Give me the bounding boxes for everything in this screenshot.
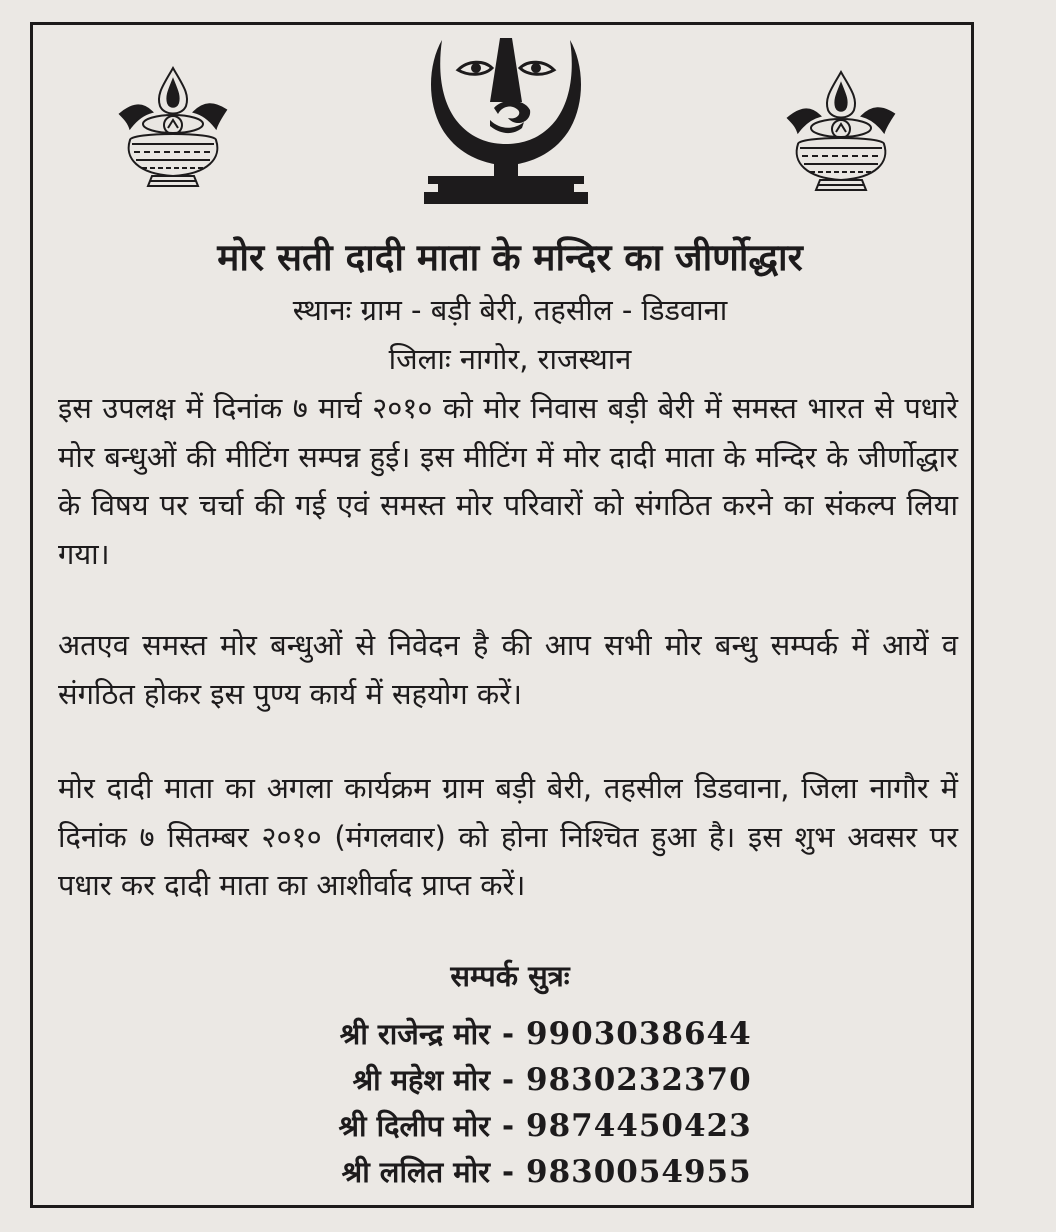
contact-separator: - — [501, 1017, 515, 1051]
contact-separator: - — [501, 1063, 515, 1097]
kalash-icon — [780, 66, 902, 200]
contact-name: श्री दिलीप मोर — [338, 1109, 490, 1143]
contact-heading: सम्पर्क सुत्रः — [450, 959, 570, 993]
contact-phone: 9830054955 — [526, 1154, 752, 1190]
next-event-paragraph: मोर दादी माता का अगला कार्यक्रम ग्राम बड़ी बेरी, तहसील डिडवाना, जिला नागौर में दिनांक ७ सितम्बर २०१० (मंगलवार) को होना निश्चित हुआ है। इस शुभ अवसर पर पधार कर दादी माता का आशीर्वाद प्राप्त करें। — [58, 771, 958, 902]
goddess-face-emblem-icon — [424, 34, 588, 206]
contact-row — [250, 1152, 790, 1198]
contact-name: श्री ललित मोर — [341, 1155, 490, 1189]
contact-phone: 9830232370 — [526, 1062, 752, 1098]
contact-row — [250, 1060, 790, 1106]
notice-title: मोर सती दादी माता के मन्दिर का जीर्णोद्धार — [217, 236, 803, 279]
place-line-village: स्थानः ग्राम - बड़ी बेरी, तहसील - डिडवाना — [292, 293, 728, 327]
contact-row — [250, 1106, 790, 1152]
appeal-paragraph: अतएव समस्त मोर बन्धुओं से निवेदन है की आप सभी मोर बन्धु सम्पर्क में आयें व संगठित होकर इस पुण्य कार्य में सहयोग करें। — [58, 628, 958, 711]
meeting-paragraph: इस उपलक्ष में दिनांक ७ मार्च २०१० को मोर निवास बड़ी बेरी में समस्त भारत से पधारे मोर बन्धुओं की मीटिंग सम्पन्न हुई। इस मीटिंग में मोर दादी माता के मन्दिर के जीर्णोद्धार के विषय पर चर्चा की गई एवं समस्त मोर परिवारों को संगठित करने का संकल्प लिया गया। — [58, 391, 958, 571]
contact-phone: 9874450423 — [526, 1108, 752, 1144]
contact-name: श्री राजेन्द्र मोर — [339, 1017, 490, 1051]
contact-name: श्री महेश मोर — [352, 1063, 490, 1097]
contact-phone: 9903038644 — [526, 1016, 752, 1052]
contact-separator: - — [501, 1155, 515, 1189]
kalash-icon — [112, 62, 234, 196]
contact-separator: - — [501, 1109, 515, 1143]
contact-row — [250, 1014, 790, 1060]
place-line-district: जिलाः नागोर, राजस्थान — [388, 342, 632, 376]
